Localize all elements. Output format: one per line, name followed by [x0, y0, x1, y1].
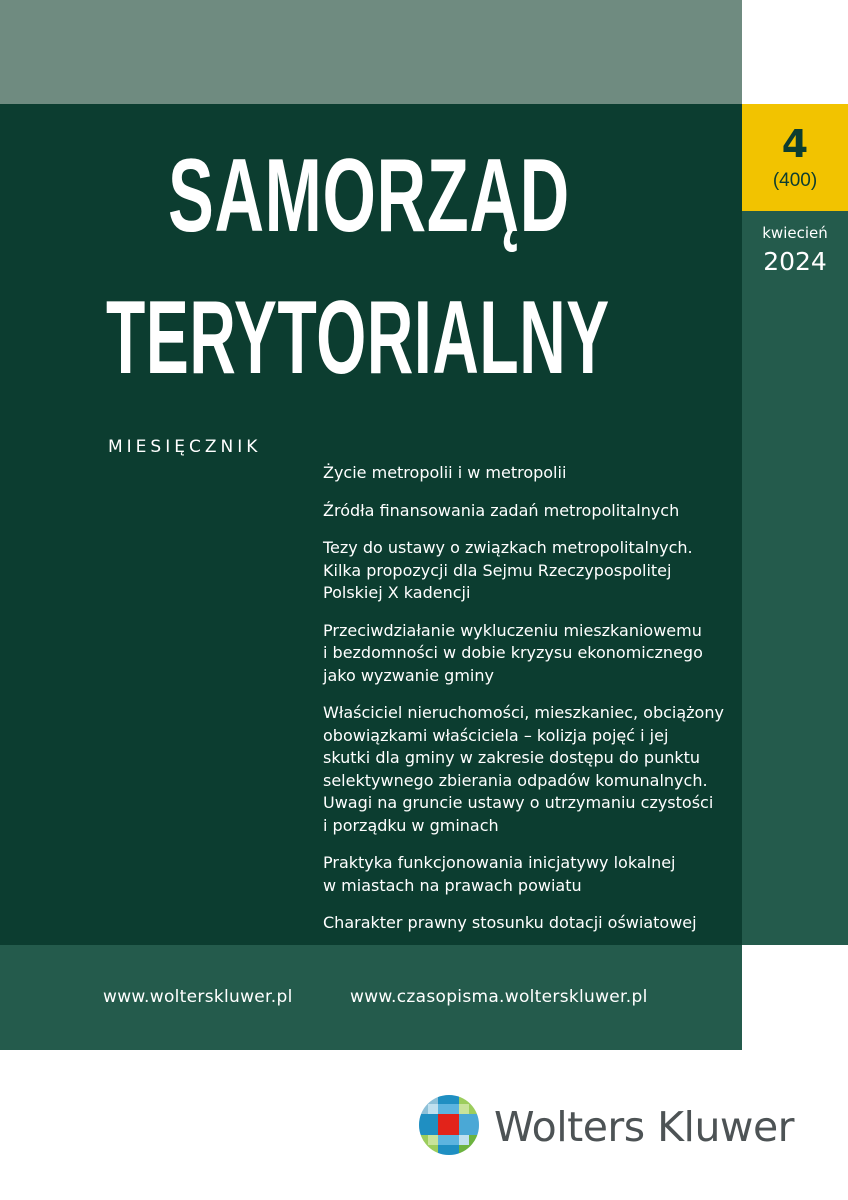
journal-title-line-1: SAMORZĄD: [168, 138, 570, 254]
publisher-name: Wolters Kluwer: [494, 1103, 795, 1151]
right-column: [742, 211, 848, 945]
article-title: Praktyka funkcjonowania inicjatywy lokalnej w miastach na prawach powiatu: [323, 853, 676, 895]
article-title: Życie metropolii i w metropolii: [323, 463, 567, 482]
issue-number: 4: [781, 122, 809, 166]
issue-number-box: [742, 104, 848, 211]
publisher-website-link[interactable]: www.wolterskluwer.pl: [103, 987, 293, 1007]
article-title: Właściciel nieruchomości, mieszkaniec, obciążony obowiązkami właściciela – kolizja pojęć i jej skutki dla gminy w zakresie dostępu do punktu selektywnego zbierania odpadów komunalnych. Uwagi na gruncie ustawy o utrzymaniu czystości i porządku w gminach: [323, 703, 724, 835]
issue-year: 2024: [763, 247, 827, 276]
wolters-kluwer-logo-icon: [418, 1094, 480, 1156]
issue-month: kwiecień: [762, 224, 828, 242]
journals-website-link[interactable]: www.czasopisma.wolterskluwer.pl: [350, 987, 648, 1007]
top-band: [0, 0, 742, 104]
article-list: [323, 462, 735, 950]
article-title: Tezy do ustawy o związkach metropolitalnych. Kilka propozycji dla Sejmu Rzeczypospolitej Polskiej X kadencji: [323, 538, 693, 602]
article-title: Źródła finansowania zadań metropolitalnych: [323, 500, 680, 520]
journal-title-line-2: TERYTORIALNY: [106, 280, 610, 396]
journal-subtitle: MIESIĘCZNIK: [108, 437, 262, 457]
article-title: Przeciwdziałanie wykluczeniu mieszkaniowemu i bezdomności w dobie kryzysu ekonomicznego jako wyzwanie gminy: [323, 620, 703, 685]
article-title: Charakter prawny stosunku dotacji oświatowej: [323, 913, 697, 932]
issue-total-number: (400): [772, 170, 818, 191]
